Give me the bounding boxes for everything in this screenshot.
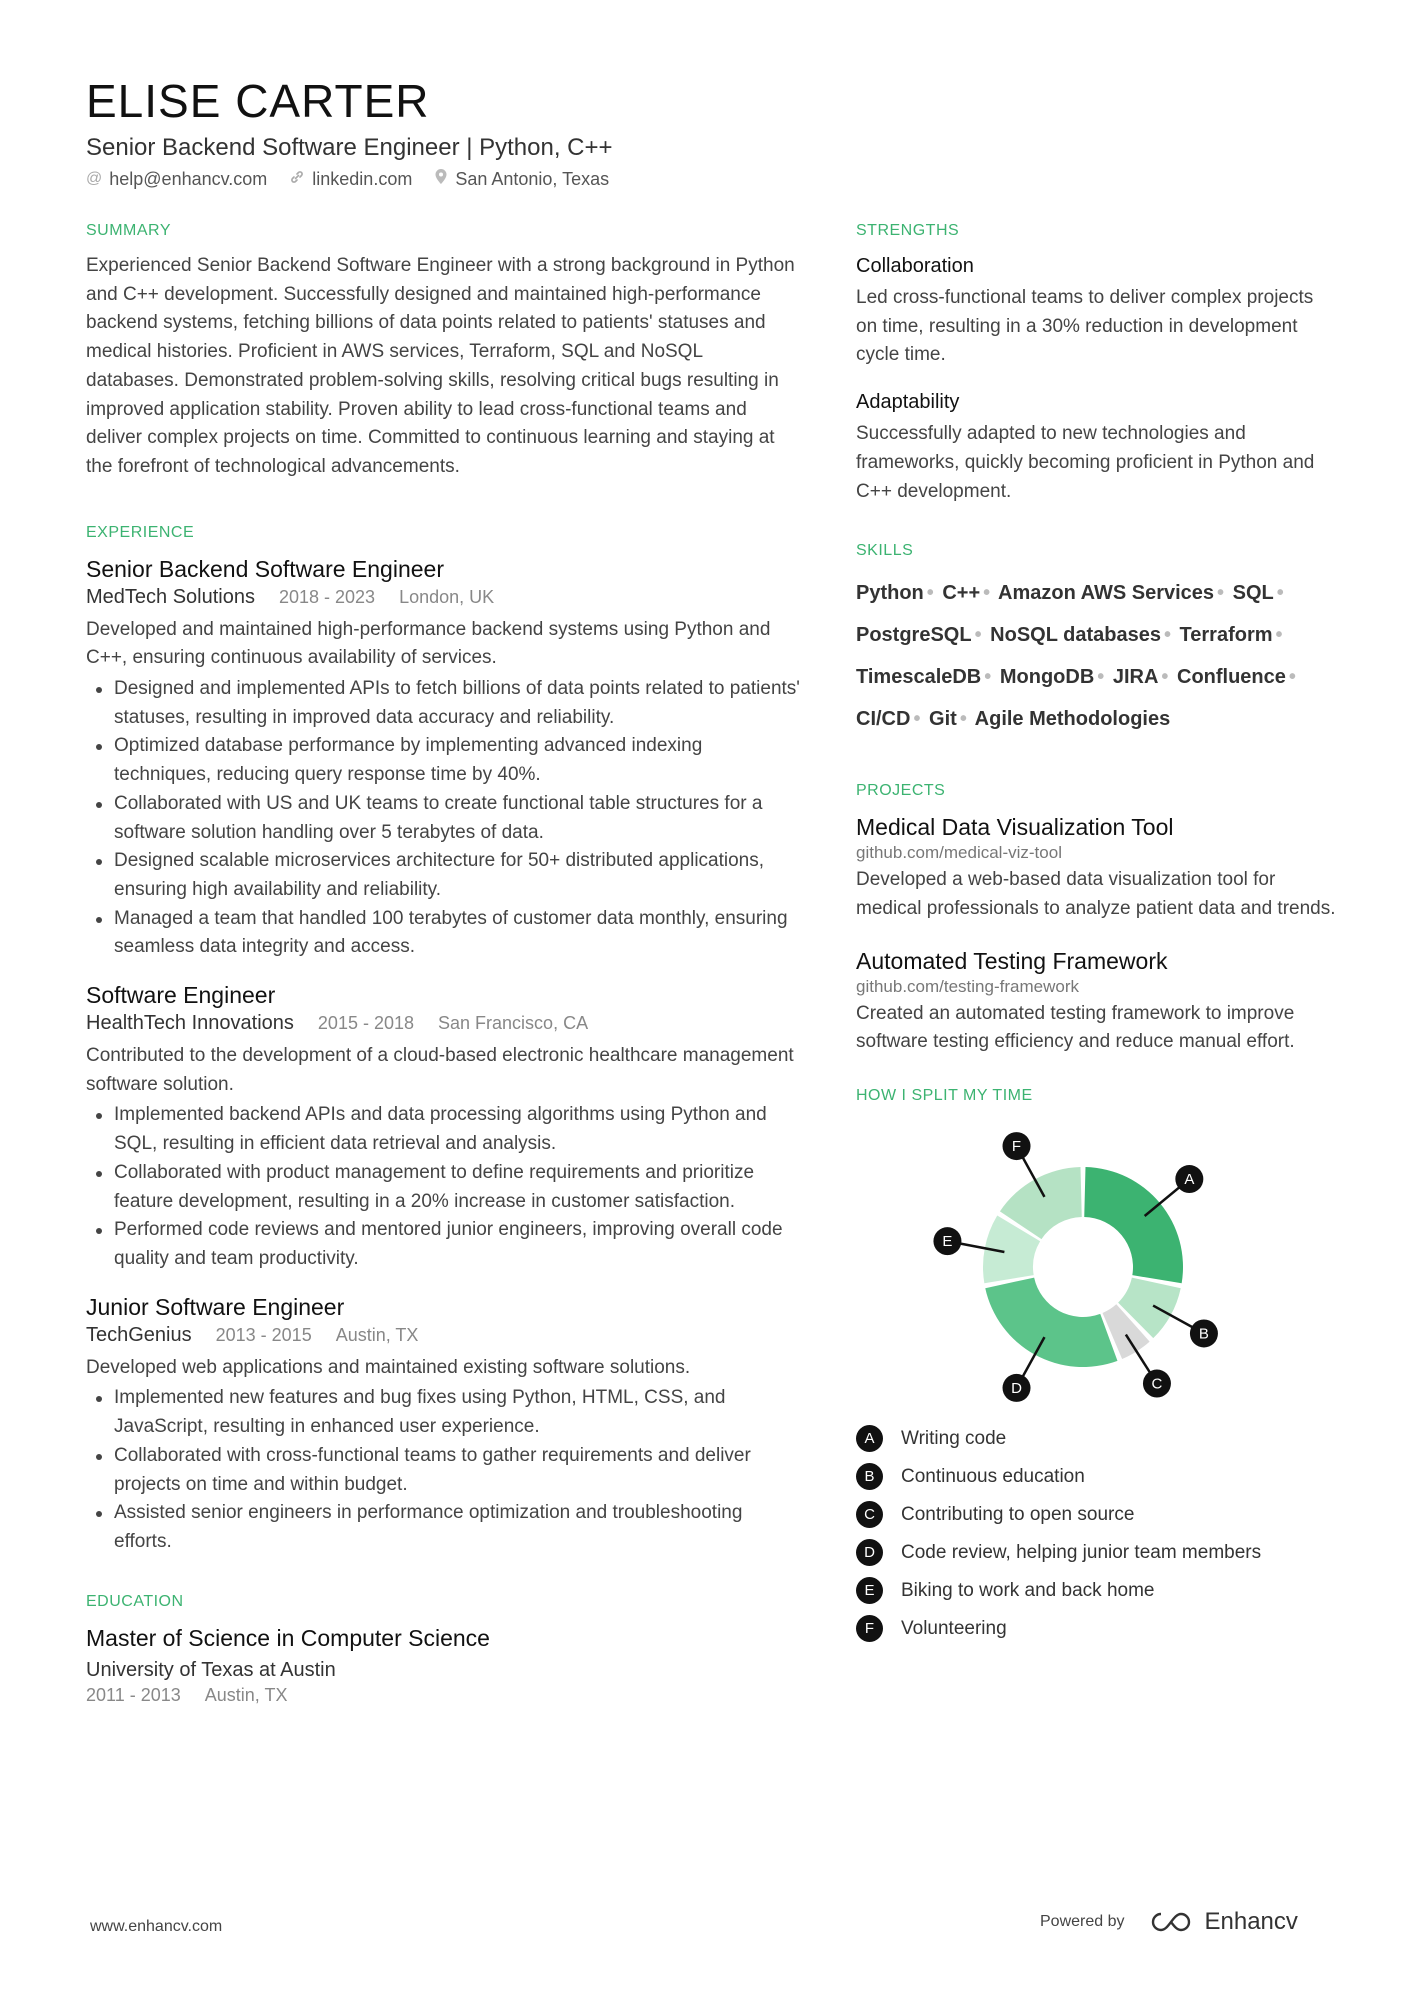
edu-school: University of Texas at Austin (86, 1658, 336, 1681)
edu-meta (86, 1683, 800, 1707)
projects-section (856, 782, 1336, 1057)
time-split-section (856, 1087, 1336, 1642)
job-role: Senior Backend Software Engineer (86, 555, 444, 582)
donut-svg (856, 1117, 1336, 1417)
job-bullet: Designed and implemented APIs to fetch billions of data points related to patients' statuses, resulting in improved data accuracy and reliability. (86, 675, 800, 732)
project-title: Automated Testing Framework (856, 947, 1168, 974)
projects-title: PROJECTS (856, 782, 946, 800)
brand-logo[interactable] (1149, 1908, 1298, 1936)
location-pin-icon (434, 168, 448, 190)
skill-separator: • (1163, 624, 1171, 647)
skill-tag: NoSQL databases (990, 624, 1161, 647)
skill-tag: Git (929, 708, 957, 731)
job-meta (86, 1010, 800, 1036)
left-column (86, 222, 800, 1749)
skill-tag: Python (856, 582, 924, 605)
skill-separator: • (974, 624, 982, 647)
contact-linkedin[interactable] (289, 168, 412, 190)
skill-separator: • (1276, 582, 1284, 605)
project-text: Created an automated testing framework to improve software testing efficiency and reduce manual effort. (856, 1002, 1295, 1053)
legend-badge: B (856, 1463, 883, 1490)
job-bullet: Implemented backend APIs and data processing algorithms using Python and SQL, resulting in efficient data retrieval and analysis. (86, 1101, 800, 1158)
job-bullet: Collaborated with US and UK teams to create functional table structures for a software solution handling over 5 terabytes of data. (86, 790, 800, 847)
skills-section (856, 542, 1336, 740)
skills-title: SKILLS (856, 542, 914, 560)
legend-badge: D (856, 1539, 883, 1566)
experience-title: EXPERIENCE (86, 523, 195, 541)
summary-section (86, 222, 800, 482)
education-section (86, 1593, 800, 1707)
job-entry (86, 1292, 800, 1557)
project-link[interactable]: github.com/testing-framework (856, 976, 1079, 996)
contact-row (86, 168, 609, 190)
skill-tag: C++ (942, 582, 981, 605)
edu-degree: Master of Science in Computer Science (86, 1624, 490, 1651)
skill-separator: • (959, 708, 967, 731)
job-dates: 2018 - 2023 (278, 586, 376, 607)
edu-location: Austin, TX (204, 1684, 288, 1705)
brand-name: Enhancv (1204, 1908, 1298, 1935)
donut-badge-label: A (1184, 1171, 1195, 1189)
legend-label: Continuous education (901, 1465, 1085, 1487)
project-title: Medical Data Visualization Tool (856, 814, 1174, 841)
project-text: Developed a web-based data visualization tool for medical professionals to analyze patient data and trends. (856, 869, 1336, 919)
legend-badge: F (856, 1615, 883, 1642)
skill-separator: • (984, 666, 992, 689)
job-bullet: Implemented new features and bug fixes using Python, HTML, CSS, and JavaScript, resulting in enhanced user experience. (86, 1384, 800, 1441)
contact-linkedin-text: linkedin.com (312, 168, 413, 189)
contact-location (434, 168, 609, 190)
enhancv-logo-icon (1149, 1910, 1195, 1934)
job-bullets (86, 1101, 800, 1273)
skill-separator: • (913, 708, 921, 731)
edu-dates: 2011 - 2013 (86, 1684, 181, 1705)
strengths-section (856, 222, 1336, 506)
experience-section (86, 524, 800, 1557)
contact-location-text: San Antonio, Texas (455, 168, 610, 189)
job-location: London, UK (399, 586, 495, 607)
donut-badge-label: F (1011, 1138, 1022, 1156)
job-dates: 2015 - 2018 (317, 1013, 415, 1034)
job-entry (86, 980, 800, 1274)
strength-text: Led cross-functional teams to deliver complex projects on time, resulting in a 30% reduction in development cycle time. (856, 287, 1314, 366)
legend-label: Writing code (901, 1427, 1007, 1449)
skill-separator: • (1097, 666, 1105, 689)
donut-slice-d (985, 1278, 1117, 1367)
legend-label: Volunteering (901, 1617, 1007, 1639)
skill-separator: • (1217, 582, 1225, 605)
legend-item (856, 1501, 1336, 1528)
job-company: TechGenius (86, 1323, 192, 1346)
job-description: Developed and maintained high-performance backend systems using Python and C++, ensuring continuous availability of services. (86, 618, 771, 669)
legend-item (856, 1615, 1336, 1642)
strength-title: Collaboration (856, 255, 974, 277)
summary-text: Experienced Senior Backend Software Engineer with a strong background in Python and C++ development. Successfully designed and maintained high-performance backend systems, fetching billions of data points related to patients' statuses and medical histories. Proficient in AWS services, Terraform, SQL and NoSQL databases. Demonstrated problem-solving skills, resolving critical bugs resulting in improved application stability. Proven ability to lead cross-functional teams and deliver complex projects on time. Committed to continuous learning and staying at the forefront of technological advancements. (86, 255, 795, 477)
job-meta (86, 584, 800, 610)
job-bullet: Assisted senior engineers in performance optimization and troubleshooting efforts. (86, 1499, 800, 1556)
legend-badge: E (856, 1577, 883, 1604)
job-company: HealthTech Innovations (86, 1012, 294, 1035)
skill-tag: TimescaleDB (856, 666, 982, 689)
job-bullets (86, 1384, 800, 1556)
donut-slice-a (1084, 1167, 1183, 1283)
job-dates: 2013 - 2015 (215, 1324, 312, 1345)
legend-item (856, 1539, 1336, 1566)
legend-badge: C (856, 1501, 883, 1528)
job-bullet: Optimized database performance by implementing advanced indexing techniques, reducing query response time by 40%. (86, 732, 800, 789)
skill-tag: SQL (1232, 582, 1274, 605)
job-description: Contributed to the development of a cloud-based electronic healthcare management software solution. (86, 1045, 794, 1095)
time-split-title: HOW I SPLIT MY TIME (856, 1087, 1033, 1105)
donut-badge-label: B (1198, 1325, 1209, 1343)
legend-item (856, 1463, 1336, 1490)
strength-item (856, 252, 1336, 370)
skill-tag: Terraform (1179, 624, 1273, 647)
footer-website[interactable]: www.enhancv.com (90, 1918, 223, 1935)
donut-badge-label: D (1011, 1379, 1022, 1397)
job-bullet: Performed code reviews and mentored junior engineers, improving overall code quality and team productivity. (86, 1216, 800, 1273)
powered-by-text: Powered by (1040, 1913, 1125, 1930)
legend-item (856, 1425, 1336, 1452)
job-role: Software Engineer (86, 982, 276, 1009)
job-location: Austin, TX (335, 1324, 419, 1345)
skill-separator: • (1288, 666, 1296, 689)
donut-badge-label: E (942, 1233, 953, 1251)
job-bullet: Managed a team that handled 100 terabytes of customer data monthly, ensuring seamless data integrity and access. (86, 905, 800, 962)
skills-list (856, 572, 1336, 740)
headline: Senior Backend Software Engineer | Python, C++ (86, 134, 613, 161)
strength-item (856, 388, 1336, 506)
link-icon (289, 169, 305, 190)
at-icon: @ (86, 170, 103, 187)
legend-label: Code review, helping junior team members (901, 1541, 1262, 1563)
job-bullet: Collaborated with cross-functional teams to gather requirements and deliver projects on time and within budget. (86, 1442, 800, 1499)
skill-tag: PostgreSQL (856, 624, 972, 647)
skill-tag: MongoDB (999, 666, 1095, 689)
skill-tag: Confluence (1177, 666, 1286, 689)
summary-title: SUMMARY (86, 222, 171, 239)
legend-badge: A (856, 1425, 883, 1452)
contact-email[interactable] (86, 168, 267, 190)
job-role: Junior Software Engineer (86, 1293, 345, 1320)
skill-separator: • (983, 582, 991, 605)
contact-email-text: help@enhancv.com (109, 168, 268, 189)
education-title: EDUCATION (86, 1592, 184, 1610)
donut-chart (856, 1117, 1336, 1417)
job-bullet: Designed scalable microservices architecture for 50+ distributed applications, ensuring high availability and reliability. (86, 847, 800, 904)
skill-tag: JIRA (1112, 666, 1159, 689)
time-legend (856, 1425, 1336, 1642)
legend-label: Contributing to open source (901, 1503, 1135, 1525)
strength-title: Adaptability (856, 391, 960, 414)
legend-label: Biking to work and back home (901, 1579, 1155, 1601)
skill-tag: CI/CD (856, 708, 911, 731)
skill-separator: • (1161, 666, 1169, 689)
right-column (856, 222, 1336, 1684)
project-link[interactable]: github.com/medical-viz-tool (856, 843, 1062, 863)
project-item (856, 946, 1336, 1057)
candidate-name: ELISE CARTER (86, 75, 430, 127)
strength-text: Successfully adapted to new technologies and frameworks, quickly becoming proficient in Python and C++ development. (856, 423, 1315, 502)
skill-separator: • (1275, 624, 1283, 647)
legend-item (856, 1577, 1336, 1604)
job-meta (86, 1322, 800, 1348)
job-entry (86, 554, 800, 962)
strengths-title: STRENGTHS (856, 222, 960, 239)
skill-tag: Agile Methodologies (974, 708, 1171, 731)
footer-branding (1040, 1908, 1298, 1936)
job-description: Developed web applications and maintained existing software solutions. (86, 1356, 691, 1378)
job-bullets (86, 675, 800, 962)
job-company: MedTech Solutions (86, 585, 255, 608)
job-location: San Francisco, CA (438, 1013, 589, 1034)
job-bullet: Collaborated with product management to define requirements and prioritize feature development, resulting in a 20% increase in customer satisfaction. (86, 1159, 800, 1216)
skill-tag: Amazon AWS Services (998, 582, 1215, 605)
skill-separator: • (926, 582, 934, 605)
donut-badge-label: C (1151, 1375, 1163, 1393)
project-item (856, 812, 1336, 923)
